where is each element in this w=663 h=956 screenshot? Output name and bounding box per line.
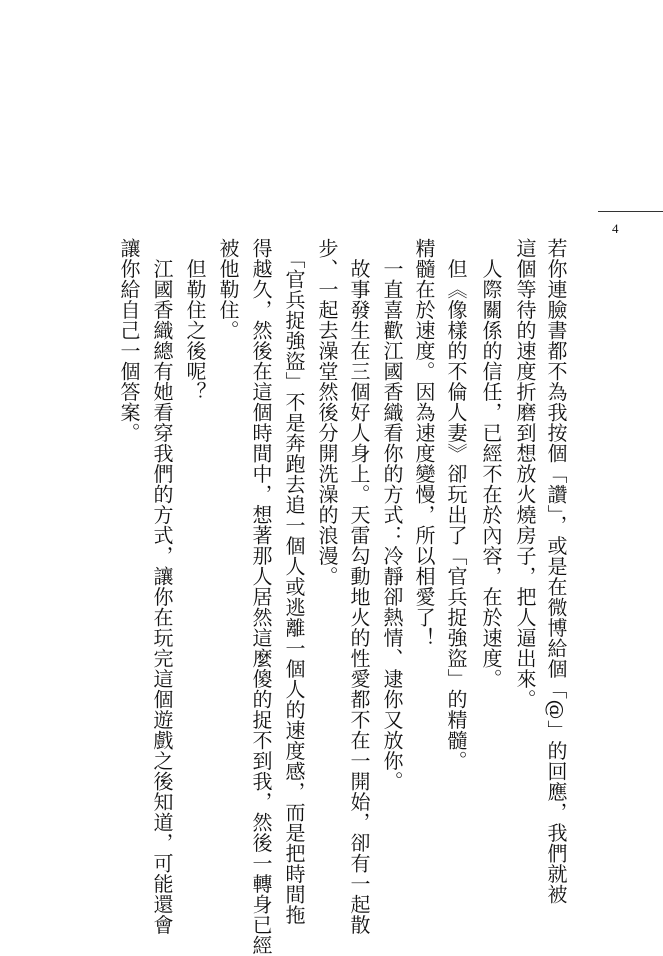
text-column-6: 一直喜歡江國香織看你的方式：冷靜卻熱情、逮你又放你。 (380, 238, 404, 792)
page-number: 4 (612, 221, 619, 236)
text-column-2: 這個等待的速度折磨到想放火燒房子，把人逼出來。 (513, 238, 537, 710)
text-column-13: 江國香織總有她看穿我們的方式，讓你在玩完這個遊戲之後知道，可能還會 (150, 238, 174, 935)
text-column-10: 得越久，然後在這個時間中，想著那人居然這麼傻的捉不到我，然後一轉身已經 (249, 238, 273, 956)
text-column-12: 但勒住之後呢？ (183, 238, 207, 402)
text-column-8: 步、一起去澡堂然後分開洗澡的浪漫。 (315, 238, 339, 587)
text-column-3: 人際關係的信任，已經不在於內容，在於速度。 (479, 238, 503, 689)
text-column-7: 故事發生在三個好人身上。天雷勾動地火的性愛都不在一開始，卻有一起散 (347, 238, 371, 935)
text-column-5: 精髓在於速度。因為速度變慢，所以相愛了！ (412, 238, 436, 648)
text-column-1: 若你連臉書都不為我按個「讚」，或是在微博給個「@」的回應，我們就被 (544, 238, 568, 905)
text-column-9: 「官兵捉強盜」不是奔跑去追一個人或逃離一個人的速度感，而是把時間拖 (282, 238, 306, 925)
text-column-14: 讓你給自己一個答案。 (117, 238, 141, 443)
text-column-4: 但《像樣的不倫人妻》卻玩出了「官兵捉強盜」的精髓。 (444, 238, 468, 771)
text-column-11: 被他勒住。 (216, 238, 240, 341)
header-rule (598, 211, 663, 212)
